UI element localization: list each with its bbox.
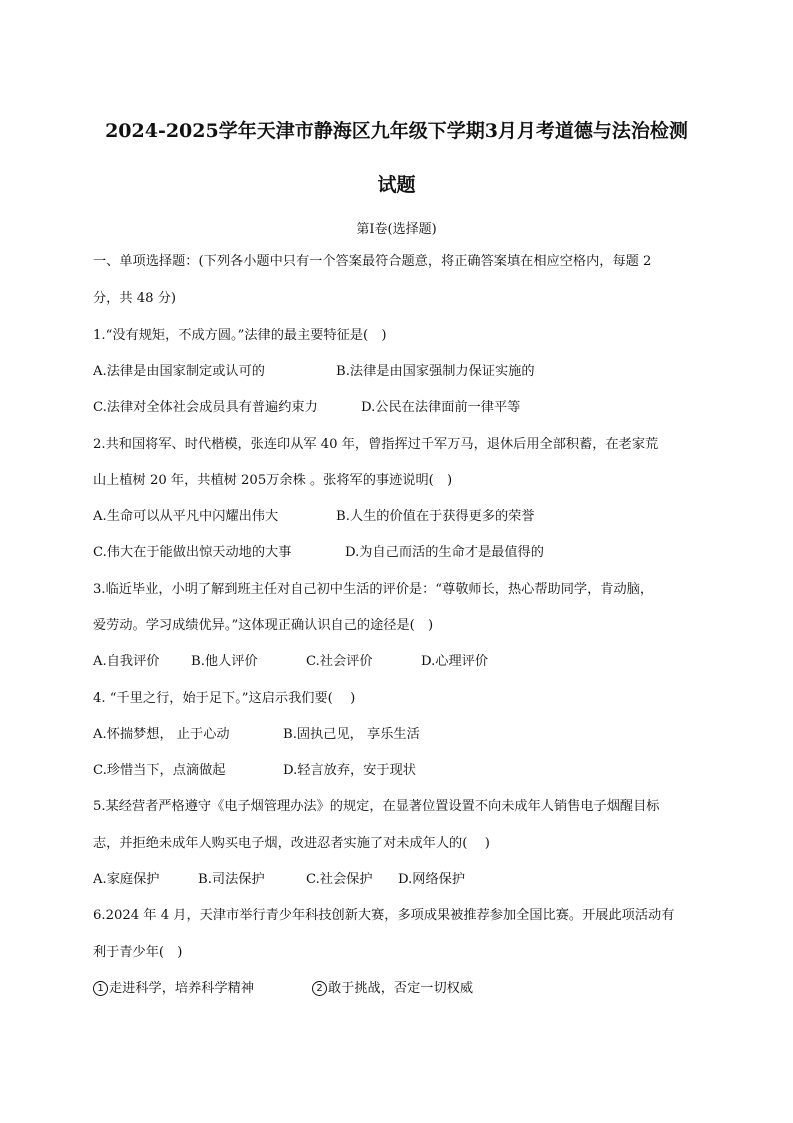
question-6-statement-1-text: 走进科学，培养科学精神 (109, 981, 255, 996)
question-5-option-d: D.网络保护 (398, 872, 466, 887)
question-2-option-a: A.生命可以从平凡中闪耀出伟大 (93, 509, 279, 524)
question-6-statement-1 (93, 979, 254, 999)
question-1-option-a: A.法律是由国家制定或认可的 (93, 364, 265, 379)
document-title-line2: 试题 (377, 174, 416, 196)
question-6-statement-2 (312, 979, 473, 999)
question-2-stem-line2: 山上植树 20 年，共植树 205万余株 。张将军的事迹说明( ) (93, 473, 453, 488)
instructions-line2: 分，共 48 分) (93, 291, 177, 306)
question-5-option-a: A.家庭保护 (93, 872, 160, 887)
question-1-option-c: C.法律对全体社会成员具有普遍约束力 (93, 400, 318, 415)
question-3-stem-line1: 3.临近毕业，小明了解到班主任对自己初中生活的评价是：“尊敬师长，热心帮助同学，肯动脑， (93, 582, 654, 597)
question-6-stem-line2: 利于青少年( ) (93, 945, 183, 960)
instructions-line1: 一、单项选择题：(下列各小题中只有一个答案最符合题意，将正确答案填在相应空格内，每题 2 (93, 254, 652, 269)
question-3-option-a: A.自我评价 (93, 654, 160, 669)
question-2-stem-line1: 2.共和国将军、时代楷模，张连印从军 40 年，曾指挥过千军万马，退休后用全部积蓄，在老家荒 (93, 437, 659, 452)
question-4-option-d: D.轻言放弃，安于现状 (283, 763, 416, 778)
circled-number-1: 1 (93, 981, 108, 996)
question-5-stem-line1: 5.某经营者严格遵守《电子烟管理办法》的规定，在显著位置设置不向未成年人销售电子烟醒目标 (93, 799, 660, 814)
question-3-option-d: D.心理评价 (421, 654, 489, 669)
question-6-statement-2-text: 敢于挑战，否定一切权威 (328, 981, 474, 996)
section-title: 第Ⅰ卷(选择题) (356, 222, 437, 237)
question-4-option-a: A.怀揣梦想， 止于心动 (93, 727, 230, 742)
question-5-stem-line2: 志，并拒绝未成年人购买电子烟，改进忍者实施了对未成年人的( ) (93, 836, 490, 851)
question-4-option-c: C.珍惜当下，点滴做起 (93, 763, 226, 778)
question-6-stem-line1: 6.2024 年 4 月，天津市举行青少年科技创新大赛，多项成果被推荐参加全国比赛。开展此项活动有 (93, 908, 675, 923)
document-title-line1: 2024-2025学年天津市静海区九年级下学期3月月考道德与法治检测 (105, 120, 688, 142)
circled-number-2: 2 (312, 981, 327, 996)
question-1-option-d: D.公民在法律面前一律平等 (361, 400, 521, 415)
question-2-option-c: C.伟大在于能做出惊天动地的大事 (93, 545, 292, 560)
question-4-stem: 4. “千里之行，始于足下。”这启示我们要( ) (93, 691, 356, 706)
question-2-option-b: B.人生的价值在于获得更多的荣誉 (336, 509, 535, 524)
question-2-option-d: D.为自己而活的生命才是最值得的 (345, 545, 544, 560)
question-3-stem-line2: 爱劳动。学习成绩优异。”这体现正确认识自己的途径是( ) (93, 618, 434, 633)
question-1-option-b: B.法律是由国家强制力保证实施的 (336, 364, 535, 379)
question-4-option-b: B.固执己见， 享乐生活 (283, 727, 420, 742)
question-3-option-b: B.他人评价 (191, 654, 258, 669)
question-1-stem: 1.“没有规矩，不成方圆。”法律的最主要特征是( ) (93, 328, 387, 343)
question-5-option-b: B.司法保护 (198, 872, 265, 887)
question-3-option-c: C.社会评价 (306, 654, 373, 669)
question-5-option-c: C.社会保护 (306, 872, 373, 887)
